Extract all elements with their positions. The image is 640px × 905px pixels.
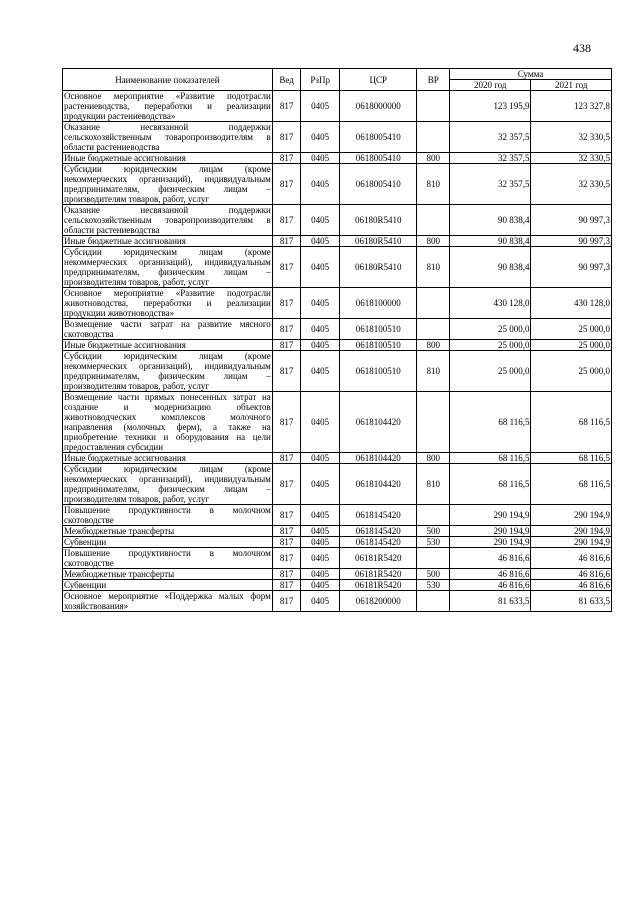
table-row: [63, 236, 612, 247]
row-amount-2020: 123 195,9: [450, 91, 531, 122]
row-ved: 817: [272, 464, 301, 505]
row-name: Повышение продуктивности в молочном скотоводстве: [64, 505, 271, 525]
row-amount-2020: 68 116,5: [450, 453, 531, 464]
row-ved: 817: [272, 526, 301, 537]
row-name: Возмещение части прямых понесенных затрат на создание и модернизацию объектов животноводческих комплексов молочного направления (молочных ферм), а также на приобретение техники и оборудования на цели предоставления субсидии: [64, 392, 271, 452]
table-row: [63, 288, 612, 319]
row-ved: 817: [272, 548, 301, 569]
row-rzpr: 0405: [301, 569, 340, 580]
row-vr: [417, 505, 450, 526]
row-amount-2021: 46 816,6: [531, 580, 612, 591]
row-amount-2021: 46 816,6: [531, 569, 612, 580]
row-amount-2020: 25 000,0: [450, 319, 531, 340]
row-amount-2021: 32 330,5: [531, 122, 612, 153]
table-row: [63, 351, 612, 392]
row-name: Субсидии юридическим лицам (кроме некоммерческих организаций), индивидуальным предпринимателям, физическим лицам – производителям товаров, работ, услуг: [64, 464, 271, 504]
row-rzpr: 0405: [301, 236, 340, 247]
row-amount-2021: 68 116,5: [531, 392, 612, 453]
row-name: Субвенции: [63, 537, 273, 548]
row-csr: 06181R5420: [340, 580, 417, 591]
row-vr: 810: [417, 351, 450, 392]
row-amount-2021: 430 128,0: [531, 288, 612, 319]
row-ved: 817: [272, 122, 301, 153]
table-row: [63, 569, 612, 580]
row-rzpr: 0405: [301, 153, 340, 164]
row-ved: 817: [272, 319, 301, 340]
row-vr: 800: [417, 340, 450, 351]
budget-table: [62, 68, 612, 612]
row-name: Иные бюджетные ассигнования: [63, 453, 273, 464]
table-row: [63, 526, 612, 537]
row-amount-2020: 81 633,5: [450, 591, 531, 612]
table-header: [63, 69, 612, 91]
table-row: [63, 537, 612, 548]
table-row: [63, 505, 612, 526]
row-csr: 06180R5410: [340, 236, 417, 247]
row-vr: 800: [417, 153, 450, 164]
row-vr: [417, 591, 450, 612]
row-amount-2021: 32 330,5: [531, 164, 612, 205]
row-amount-2021: 32 330,5: [531, 153, 612, 164]
row-csr: 0618145420: [340, 537, 417, 548]
row-rzpr: 0405: [301, 464, 340, 505]
row-amount-2020: 46 816,6: [450, 580, 531, 591]
row-vr: 530: [417, 580, 450, 591]
row-vr: 810: [417, 164, 450, 205]
row-amount-2020: 290 194,9: [450, 505, 531, 526]
row-csr: 0618100510: [340, 319, 417, 340]
row-vr: 800: [417, 453, 450, 464]
row-name: Межбюджетные трансферты: [63, 526, 273, 537]
header-name: Наименование показателей: [63, 69, 273, 91]
table-body: [63, 91, 612, 612]
row-ved: 817: [272, 537, 301, 548]
row-csr: 0618000000: [340, 91, 417, 122]
row-amount-2021: 290 194,9: [531, 505, 612, 526]
row-rzpr: 0405: [301, 505, 340, 526]
row-name: Межбюджетные трансферты: [63, 569, 273, 580]
row-vr: 810: [417, 464, 450, 505]
row-ved: 817: [272, 591, 301, 612]
row-csr: 0618145420: [340, 505, 417, 526]
row-csr: 0618100510: [340, 351, 417, 392]
row-csr: 0618005410: [340, 164, 417, 205]
row-rzpr: 0405: [301, 247, 340, 288]
table-row: [63, 453, 612, 464]
row-ved: 817: [272, 351, 301, 392]
row-amount-2021: 123 327,8: [531, 91, 612, 122]
table-row: [63, 580, 612, 591]
table-row: [63, 153, 612, 164]
row-amount-2020: 32 357,5: [450, 164, 531, 205]
row-name: Иные бюджетные ассигнования: [63, 153, 273, 164]
header-ved: Вед: [272, 69, 301, 91]
row-csr: 06181R5420: [340, 548, 417, 569]
table-row: [63, 340, 612, 351]
row-amount-2020: 290 194,9: [450, 526, 531, 537]
row-name: Оказание несвязанной поддержки сельскохозяйственным товаропроизводителям в области растениеводства: [64, 205, 271, 235]
row-amount-2020: 430 128,0: [450, 288, 531, 319]
header-year-2020: 2020 год: [450, 80, 531, 91]
row-amount-2020: 46 816,6: [450, 569, 531, 580]
row-ved: 817: [272, 580, 301, 591]
row-rzpr: 0405: [301, 319, 340, 340]
row-name: Иные бюджетные ассигнования: [63, 236, 273, 247]
row-ved: 817: [272, 340, 301, 351]
row-ved: 817: [272, 236, 301, 247]
row-name: Субсидии юридическим лицам (кроме некоммерческих организаций), индивидуальным предпринимателям, физическим лицам – производителям товаров, работ, услуг: [64, 164, 271, 204]
table-row: [63, 392, 612, 453]
row-amount-2021: 25 000,0: [531, 351, 612, 392]
row-amount-2020: 32 357,5: [450, 153, 531, 164]
row-name: Иные бюджетные ассигнования: [63, 340, 273, 351]
row-vr: [417, 548, 450, 569]
row-amount-2020: 25 000,0: [450, 340, 531, 351]
row-name: Оказание несвязанной поддержки сельскохозяйственным товаропроизводителям в области растениеводства: [64, 122, 271, 152]
row-name: Основное мероприятие «Поддержка малых форм хозяйствования»: [64, 591, 271, 611]
row-vr: [417, 91, 450, 122]
row-amount-2021: 81 633,5: [531, 591, 612, 612]
row-amount-2021: 25 000,0: [531, 340, 612, 351]
row-csr: 0618100000: [340, 288, 417, 319]
row-name: Повышение продуктивности в молочном скотоводстве: [64, 548, 271, 568]
row-vr: 530: [417, 537, 450, 548]
header-sum: Сумма: [450, 69, 612, 80]
row-ved: 817: [272, 247, 301, 288]
row-vr: [417, 288, 450, 319]
row-ved: 817: [272, 569, 301, 580]
row-csr: 0618104420: [340, 464, 417, 505]
table-row: [63, 164, 612, 205]
row-amount-2021: 90 997,3: [531, 236, 612, 247]
table-row: [63, 91, 612, 122]
header-csr: ЦСР: [340, 69, 417, 91]
row-ved: 817: [272, 91, 301, 122]
row-amount-2021: 25 000,0: [531, 319, 612, 340]
row-amount-2020: 290 194,9: [450, 537, 531, 548]
row-rzpr: 0405: [301, 351, 340, 392]
row-csr: 0618100510: [340, 340, 417, 351]
row-vr: 500: [417, 569, 450, 580]
row-amount-2020: 90 838,4: [450, 236, 531, 247]
row-amount-2021: 90 997,3: [531, 247, 612, 288]
row-vr: [417, 319, 450, 340]
row-amount-2021: 46 816,6: [531, 548, 612, 569]
row-csr: 0618200000: [340, 591, 417, 612]
row-rzpr: 0405: [301, 453, 340, 464]
row-ved: 817: [272, 392, 301, 453]
table-row: [63, 591, 612, 612]
row-name: Возмещение части затрат на развитие мясного скотоводства: [64, 319, 271, 339]
row-ved: 817: [272, 453, 301, 464]
row-rzpr: 0405: [301, 591, 340, 612]
row-amount-2020: 68 116,5: [450, 392, 531, 453]
row-csr: 06181R5420: [340, 569, 417, 580]
row-rzpr: 0405: [301, 164, 340, 205]
row-rzpr: 0405: [301, 392, 340, 453]
table-row: [63, 548, 612, 569]
row-ved: 817: [272, 153, 301, 164]
row-amount-2020: 90 838,4: [450, 205, 531, 236]
table-row: [63, 122, 612, 153]
row-name: Основное мероприятие «Развитие подотрасли животноводства, переработки и реализации продукции животноводства»: [64, 288, 271, 318]
row-name: Субвенции: [63, 580, 273, 591]
row-ved: 817: [272, 205, 301, 236]
table-row: [63, 247, 612, 288]
header-year-2021: 2021 год: [531, 80, 612, 91]
row-vr: 500: [417, 526, 450, 537]
row-csr: 06180R5410: [340, 247, 417, 288]
row-amount-2020: 25 000,0: [450, 351, 531, 392]
row-rzpr: 0405: [301, 340, 340, 351]
row-rzpr: 0405: [301, 91, 340, 122]
row-csr: 0618005410: [340, 122, 417, 153]
row-vr: [417, 392, 450, 453]
row-rzpr: 0405: [301, 537, 340, 548]
row-amount-2020: 46 816,6: [450, 548, 531, 569]
row-amount-2021: 290 194,9: [531, 526, 612, 537]
header-vr: ВР: [417, 69, 450, 91]
row-vr: [417, 205, 450, 236]
row-amount-2020: 68 116,5: [450, 464, 531, 505]
row-rzpr: 0405: [301, 548, 340, 569]
row-name: Субсидии юридическим лицам (кроме некоммерческих организаций), индивидуальным предпринимателям, физическим лицам – производителям товаров, работ, услуг: [64, 351, 271, 391]
row-rzpr: 0405: [301, 526, 340, 537]
row-amount-2020: 90 838,4: [450, 247, 531, 288]
row-amount-2021: 290 194,9: [531, 537, 612, 548]
row-rzpr: 0405: [301, 122, 340, 153]
row-vr: [417, 122, 450, 153]
row-amount-2021: 68 116,5: [531, 453, 612, 464]
row-rzpr: 0405: [301, 205, 340, 236]
row-name: Субсидии юридическим лицам (кроме некоммерческих организаций), индивидуальным предпринимателям, физическим лицам – производителям товаров, работ, услуг: [64, 247, 271, 287]
row-ved: 817: [272, 164, 301, 205]
row-vr: 800: [417, 236, 450, 247]
row-ved: 817: [272, 288, 301, 319]
row-csr: 0618005410: [340, 153, 417, 164]
row-csr: 06180R5410: [340, 205, 417, 236]
row-amount-2020: 32 357,5: [450, 122, 531, 153]
table-row: [63, 319, 612, 340]
page-number: 438: [573, 41, 591, 55]
row-amount-2021: 68 116,5: [531, 464, 612, 505]
header-rzpr: РзПр: [301, 69, 340, 91]
row-rzpr: 0405: [301, 288, 340, 319]
row-ved: 817: [272, 505, 301, 526]
row-rzpr: 0405: [301, 580, 340, 591]
table-row: [63, 205, 612, 236]
table-row: [63, 464, 612, 505]
row-csr: 0618145420: [340, 526, 417, 537]
row-amount-2021: 90 997,3: [531, 205, 612, 236]
row-vr: 810: [417, 247, 450, 288]
row-csr: 0618104420: [340, 453, 417, 464]
row-name: Основное мероприятие «Развитие подотрасли растениеводства, переработки и реализации продукции растениеводства»: [64, 91, 271, 121]
row-csr: 0618104420: [340, 392, 417, 453]
